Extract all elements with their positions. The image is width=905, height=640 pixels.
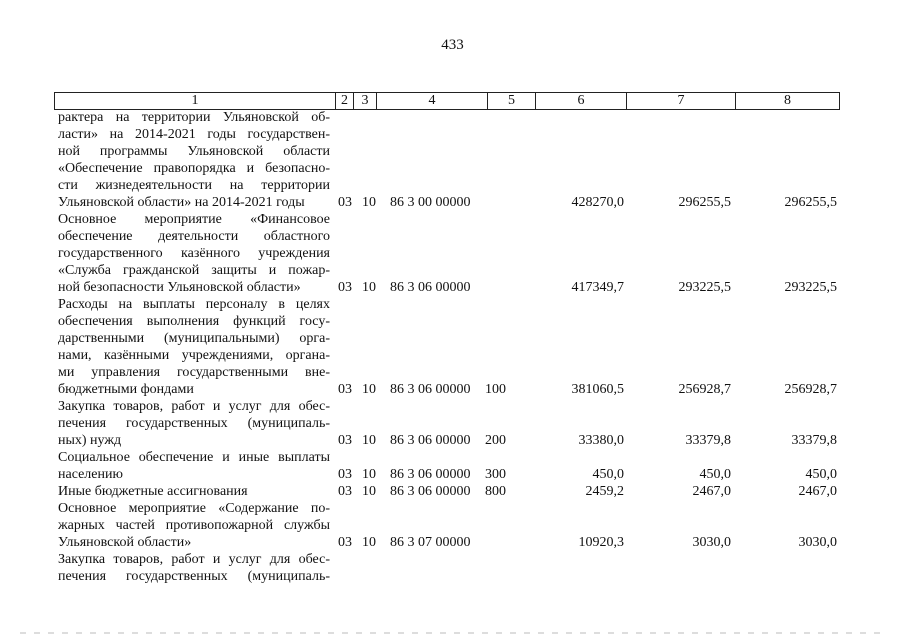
header-col-5: 5 [487,93,535,109]
amount-col-6: 417349,7 [571,280,624,295]
target-article-code: 86 3 06 00000 [390,382,471,397]
description-last-line: Иные бюджетные ассигнования [58,484,248,499]
header-col-3: 3 [353,93,376,109]
header-col-2: 2 [335,93,353,109]
row-description [58,109,330,211]
target-article-code: 86 3 07 00000 [390,535,471,550]
section-code: 03 [338,535,352,550]
header-col-4: 4 [376,93,487,109]
section-code: 03 [338,484,352,499]
description-line: Закупка товаров, работ и услуг для обес- [58,399,330,414]
description-last-line: Ульяновской области» на 2014-2021 годы [58,195,305,210]
description-line: Основное мероприятие «Финансовое [58,212,330,227]
amount-col-6: 10920,3 [578,535,624,550]
subsection-code: 10 [362,484,376,499]
description-line: печения государственных (муниципаль- [58,569,330,584]
description-last-line: бюджетными фондами [58,382,194,397]
amount-col-7: 2467,0 [692,484,731,499]
row-description [58,551,330,585]
description-last-line: ной безопасности Ульяновской области» [58,280,301,295]
description-line: обеспечение деятельности областного [58,229,330,244]
target-article-code: 86 3 06 00000 [390,467,471,482]
row-description [58,211,330,296]
description-line: государственного казённого учреждения [58,246,330,261]
expense-type-code: 100 [485,382,506,397]
page-number: 433 [441,37,464,53]
scan-artifact-line [20,632,885,634]
section-code: 03 [338,382,352,397]
row-description [58,398,330,449]
table-header [54,92,840,110]
target-article-code: 86 3 06 00000 [390,433,471,448]
expense-type-code: 300 [485,467,506,482]
section-code: 03 [338,467,352,482]
description-last-line: населению [58,467,123,482]
description-line: Основное мероприятие «Содержание по- [58,501,330,516]
row-description [58,296,330,398]
amount-col-6: 428270,0 [571,195,624,210]
subsection-code: 10 [362,195,376,210]
description-line: нами, казёнными учреждениями, органа- [58,348,330,363]
description-line: жарных частей противопожарной службы [58,518,330,533]
description-line: Закупка товаров, работ и услуг для обес- [58,552,330,567]
header-col-7: 7 [626,93,735,109]
description-line: дарственными (муниципальными) орга- [58,331,330,346]
amount-col-7: 33379,8 [685,433,731,448]
description-line: печения государственных (муниципаль- [58,416,330,431]
amount-col-8: 33379,8 [791,433,837,448]
subsection-code: 10 [362,467,376,482]
section-code: 03 [338,280,352,295]
description-line: сти жизнедеятельности на территории [58,178,330,193]
amount-col-8: 2467,0 [798,484,837,499]
amount-col-8: 293225,5 [784,280,837,295]
description-last-line: Ульяновской области» [58,535,192,550]
expense-type-code: 800 [485,484,506,499]
row-description [58,449,330,483]
description-line: «Служба гражданской защиты и пожар- [58,263,330,278]
expense-type-code: 200 [485,433,506,448]
description-line: ной программы Ульяновской области [58,144,330,159]
amount-col-7: 450,0 [699,467,731,482]
amount-col-8: 256928,7 [784,382,837,397]
amount-col-7: 256928,7 [678,382,731,397]
description-line: рактера на территории Ульяновской об- [58,110,330,125]
description-line: обеспечения выполнения функций госу- [58,314,330,329]
description-line: «Обеспечение правопорядка и безопасно- [58,161,330,176]
description-line: Расходы на выплаты персоналу в целях [58,297,330,312]
header-col-1: 1 [191,93,199,108]
amount-col-6: 33380,0 [578,433,624,448]
amount-col-7: 293225,5 [678,280,731,295]
header-col-8: 8 [735,93,839,109]
amount-col-8: 450,0 [805,467,837,482]
description-line: Социальное обеспечение и иные выплаты [58,450,330,465]
amount-col-6: 381060,5 [571,382,624,397]
target-article-code: 86 3 06 00000 [390,484,471,499]
amount-col-6: 2459,2 [585,484,624,499]
description-last-line: ных) нужд [58,433,122,448]
subsection-code: 10 [362,433,376,448]
target-article-code: 86 3 00 00000 [390,195,471,210]
amount-col-7: 296255,5 [678,195,731,210]
description-line: ми управления государственными вне- [58,365,330,380]
subsection-code: 10 [362,382,376,397]
section-code: 03 [338,195,352,210]
header-col-6: 6 [535,93,626,109]
description-line: ласти» на 2014-2021 годы государствен- [58,127,330,142]
amount-col-8: 296255,5 [784,195,837,210]
subsection-code: 10 [362,535,376,550]
row-description [58,483,330,500]
amount-col-6: 450,0 [592,467,624,482]
target-article-code: 86 3 06 00000 [390,280,471,295]
row-description [58,500,330,551]
amount-col-8: 3030,0 [798,535,837,550]
subsection-code: 10 [362,280,376,295]
section-code: 03 [338,433,352,448]
amount-col-7: 3030,0 [692,535,731,550]
